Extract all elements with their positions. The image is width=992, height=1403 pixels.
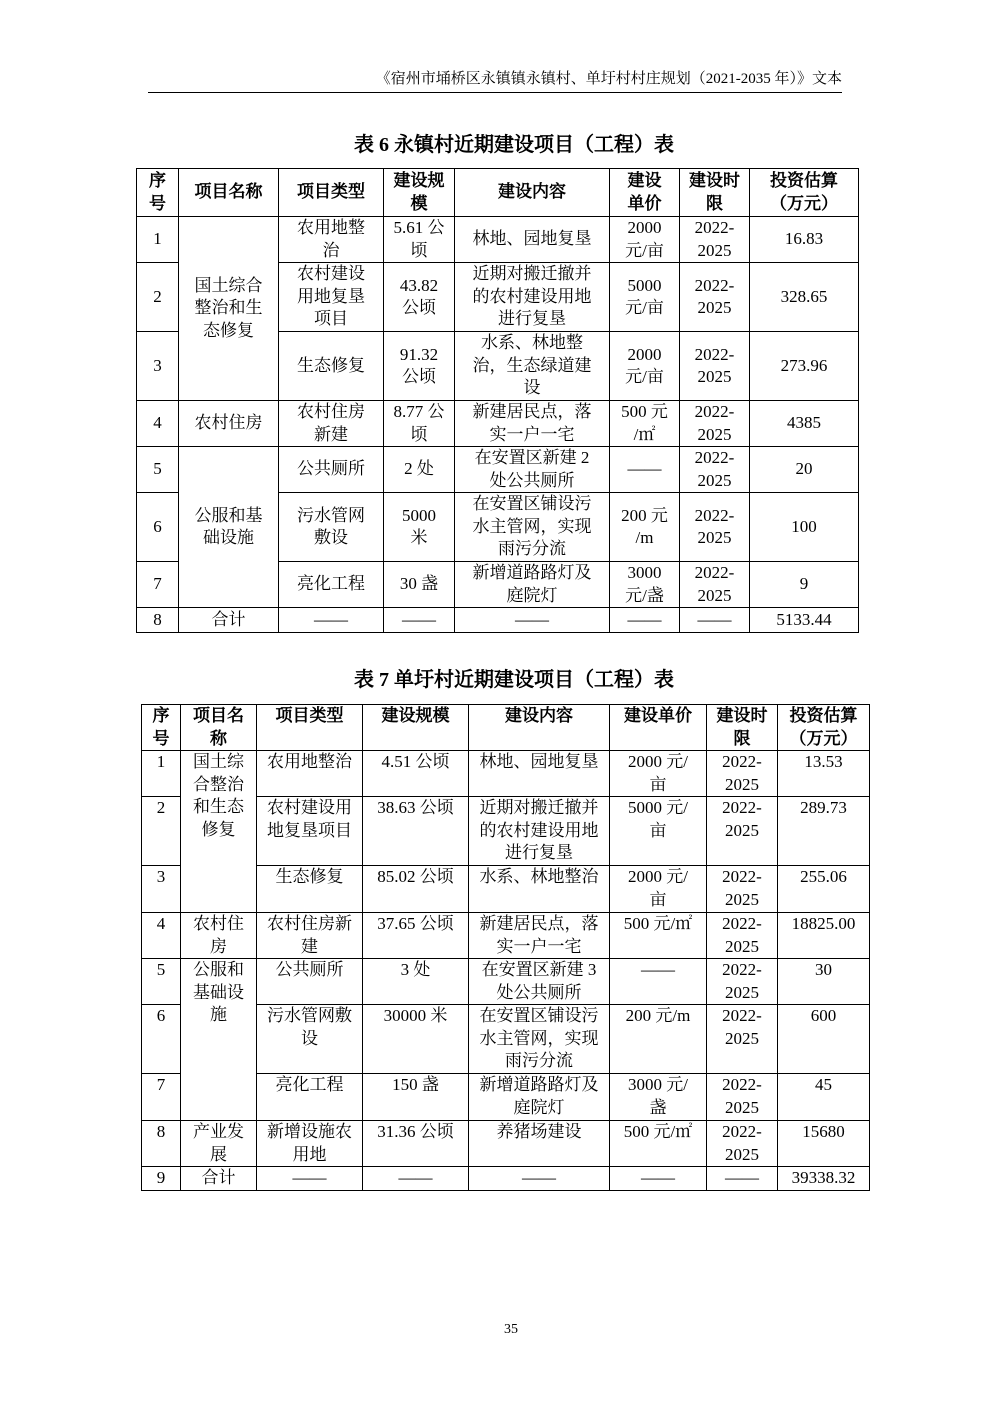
cell-investment: 9	[750, 562, 859, 608]
cell-no: 5	[142, 959, 181, 1005]
cell-unit-price: 5000 元/亩	[610, 263, 680, 332]
cell-unit-price: 2000 元/亩	[610, 332, 680, 401]
cell-no: 4	[137, 401, 179, 447]
cell-content: 在安置区新建 3 处公共厕所	[469, 959, 610, 1005]
cell-project-name: 农村住 房	[181, 913, 257, 959]
cell-period: 2022- 2025	[707, 797, 778, 866]
cell-content: 新增道路路灯及 庭院灯	[469, 1074, 610, 1121]
cell-content: 在安置区铺设污 水主管网，实现 雨污分流	[469, 1005, 610, 1074]
cell-scale: 5.61 公 顷	[384, 217, 455, 263]
cell-project-type: 污水管网敷 设	[257, 1005, 363, 1074]
cell-investment: 16.83	[750, 217, 859, 263]
cell-scale: ——	[384, 608, 455, 633]
cell-investment: 5133.44	[750, 608, 859, 633]
cell-project-type: 农用地整治	[257, 751, 363, 797]
cell-period: 2022- 2025	[707, 1074, 778, 1121]
table-row	[137, 447, 859, 493]
table-row	[142, 751, 870, 797]
cell-period: 2022- 2025	[707, 1121, 778, 1167]
cell-scale: ——	[363, 1167, 469, 1191]
header-no: 序 号	[137, 169, 179, 217]
cell-content: 在安置区铺设污 水主管网，实现 雨污分流	[455, 493, 610, 562]
cell-no: 2	[142, 797, 181, 866]
cell-scale: 8.77 公 顷	[384, 401, 455, 447]
cell-investment: 20	[750, 447, 859, 493]
cell-period: 2022- 2025	[680, 217, 750, 263]
cell-content: 在安置区新建 2 处公共厕所	[455, 447, 610, 493]
cell-scale: 85.02 公顷	[363, 866, 469, 913]
header-scale: 建设规 模	[384, 169, 455, 217]
cell-unit-price: 500 元 /㎡	[610, 401, 680, 447]
cell-unit-price: 5000 元/ 亩	[610, 797, 707, 866]
cell-project-type: 农村住房 新建	[279, 401, 384, 447]
header-period: 建设时 限	[680, 169, 750, 217]
cell-period: ——	[707, 1167, 778, 1191]
cell-no: 3	[142, 866, 181, 913]
cell-unit-price: 2000 元/亩	[610, 217, 680, 263]
table-header-row	[137, 169, 859, 217]
cell-no: 9	[142, 1167, 181, 1191]
cell-project-type: 污水管网 敷设	[279, 493, 384, 562]
header-project-type: 项目类型	[257, 705, 363, 751]
cell-investment: 4385	[750, 401, 859, 447]
table7-caption: 表 7 单圩村近期建设项目（工程）表	[354, 669, 674, 691]
cell-content: 近期对搬迁撤并 的农村建设用地 进行复垦	[455, 263, 610, 332]
cell-project-type: 农用地整 治	[279, 217, 384, 263]
cell-project-name: 农村住房	[179, 401, 279, 447]
cell-investment: 273.96	[750, 332, 859, 401]
cell-no: 4	[142, 913, 181, 959]
header-scale: 建设规模	[363, 705, 469, 751]
header-project-name: 项目名 称	[181, 705, 257, 751]
cell-scale: 38.63 公顷	[363, 797, 469, 866]
cell-unit-price: 2000 元/ 亩	[610, 751, 707, 797]
cell-investment: 18825.00	[778, 913, 870, 959]
cell-period: 2022- 2025	[680, 263, 750, 332]
table-row	[137, 401, 859, 447]
cell-content: 新建居民点，落 实一户一宅	[455, 401, 610, 447]
header-investment: 投资估算 （万元）	[750, 169, 859, 217]
cell-scale: 4.51 公顷	[363, 751, 469, 797]
cell-unit-price: 500 元/㎡	[610, 1121, 707, 1167]
cell-project-type: 亮化工程	[257, 1074, 363, 1121]
cell-period: 2022- 2025	[680, 447, 750, 493]
cell-no: 2	[137, 263, 179, 332]
cell-no: 5	[137, 447, 179, 493]
cell-project-type: 农村建设用 地复垦项目	[257, 797, 363, 866]
cell-scale: 5000 米	[384, 493, 455, 562]
cell-project-type: 生态修复	[257, 866, 363, 913]
cell-investment: 15680	[778, 1121, 870, 1167]
cell-project-type: 公共厕所	[279, 447, 384, 493]
cell-project-type: 亮化工程	[279, 562, 384, 608]
cell-content: ——	[455, 608, 610, 633]
cell-project-type: 公共厕所	[257, 959, 363, 1005]
cell-no: 1	[137, 217, 179, 263]
cell-no: 7	[137, 562, 179, 608]
cell-scale: 37.65 公顷	[363, 913, 469, 959]
table6	[136, 168, 859, 633]
header-rule	[148, 92, 842, 93]
cell-project-type: 农村建设 用地复垦 项目	[279, 263, 384, 332]
table-header-row	[142, 705, 870, 751]
cell-period: 2022- 2025	[680, 401, 750, 447]
header-project-name: 项目名称	[179, 169, 279, 217]
cell-unit-price: ——	[610, 447, 680, 493]
cell-unit-price: 3000 元/ 盏	[610, 1074, 707, 1121]
cell-project-name: 公服和 基础设 施	[181, 959, 257, 1121]
cell-project-type: 新增设施农 用地	[257, 1121, 363, 1167]
cell-investment: 39338.32	[778, 1167, 870, 1191]
cell-investment: 255.06	[778, 866, 870, 913]
cell-scale: 150 盏	[363, 1074, 469, 1121]
cell-no: 6	[137, 493, 179, 562]
table-row	[142, 1121, 870, 1167]
cell-scale: 2 处	[384, 447, 455, 493]
cell-scale: 91.32 公顷	[384, 332, 455, 401]
cell-period: 2022- 2025	[680, 562, 750, 608]
header-content: 建设内容	[455, 169, 610, 217]
cell-period: 2022- 2025	[707, 866, 778, 913]
table6-caption: 表 6 永镇村近期建设项目（工程）表	[354, 134, 674, 156]
cell-no: 8	[137, 608, 179, 633]
cell-project-name: 国土综合 整治和生 态修复	[179, 217, 279, 401]
cell-period: 2022- 2025	[707, 959, 778, 1005]
cell-scale: 31.36 公顷	[363, 1121, 469, 1167]
cell-no: 1	[142, 751, 181, 797]
cell-period: 2022- 2025	[707, 1005, 778, 1074]
cell-unit-price: ——	[610, 1167, 707, 1191]
cell-scale: 43.82 公顷	[384, 263, 455, 332]
table-row	[137, 217, 859, 263]
cell-project-name: 合计	[181, 1167, 257, 1191]
cell-period: ——	[680, 608, 750, 633]
cell-no: 8	[142, 1121, 181, 1167]
cell-content: 新建居民点，落 实一户一宅	[469, 913, 610, 959]
cell-content: ——	[469, 1167, 610, 1191]
cell-investment: 289.73	[778, 797, 870, 866]
running-header-title: 《宿州市埇桥区永镇镇永镇村、单圩村村庄规划（2021-2035 年）》文本	[375, 71, 842, 87]
table7	[141, 704, 870, 1191]
cell-project-name: 产业发 展	[181, 1121, 257, 1167]
header-unit-price: 建设单价	[610, 705, 707, 751]
cell-project-name: 公服和基 础设施	[179, 447, 279, 608]
cell-content: 新增道路路灯及 庭院灯	[455, 562, 610, 608]
cell-content: 林地、园地复垦	[469, 751, 610, 797]
cell-content: 水系、林地整治	[469, 866, 610, 913]
cell-investment: 30	[778, 959, 870, 1005]
cell-period: 2022- 2025	[680, 332, 750, 401]
table-total-row	[137, 608, 859, 633]
cell-unit-price: 200 元/m	[610, 1005, 707, 1074]
cell-period: 2022- 2025	[707, 913, 778, 959]
cell-project-type: ——	[279, 608, 384, 633]
cell-project-type: ——	[257, 1167, 363, 1191]
header-no: 序 号	[142, 705, 181, 751]
cell-scale: 30 盏	[384, 562, 455, 608]
cell-period: 2022- 2025	[680, 493, 750, 562]
cell-investment: 13.53	[778, 751, 870, 797]
table-row	[142, 959, 870, 1005]
cell-content: 养猪场建设	[469, 1121, 610, 1167]
cell-unit-price: ——	[610, 608, 680, 633]
cell-no: 7	[142, 1074, 181, 1121]
header-unit-price: 建设 单价	[610, 169, 680, 217]
cell-project-name: 合计	[179, 608, 279, 633]
table-total-row	[142, 1167, 870, 1191]
cell-investment: 45	[778, 1074, 870, 1121]
header-content: 建设内容	[469, 705, 610, 751]
cell-investment: 100	[750, 493, 859, 562]
cell-project-type: 生态修复	[279, 332, 384, 401]
cell-period: 2022- 2025	[707, 751, 778, 797]
header-period: 建设时 限	[707, 705, 778, 751]
cell-no: 6	[142, 1005, 181, 1074]
cell-investment: 328.65	[750, 263, 859, 332]
cell-content: 林地、园地复垦	[455, 217, 610, 263]
cell-unit-price: 3000 元/盏	[610, 562, 680, 608]
table-row	[142, 913, 870, 959]
cell-unit-price: 2000 元/ 亩	[610, 866, 707, 913]
cell-project-name: 国土综 合整治 和生态 修复	[181, 751, 257, 913]
cell-scale: 3 处	[363, 959, 469, 1005]
cell-investment: 600	[778, 1005, 870, 1074]
cell-unit-price: ——	[610, 959, 707, 1005]
header-project-type: 项目类型	[279, 169, 384, 217]
cell-no: 3	[137, 332, 179, 401]
cell-unit-price: 200 元 /m	[610, 493, 680, 562]
header-investment: 投资估算 （万元）	[778, 705, 870, 751]
page-number: 35	[504, 1322, 518, 1337]
cell-project-type: 农村住房新 建	[257, 913, 363, 959]
cell-content: 近期对搬迁撤并 的农村建设用地 进行复垦	[469, 797, 610, 866]
cell-unit-price: 500 元/㎡	[610, 913, 707, 959]
cell-content: 水系、林地整 治，生态绿道建 设	[455, 332, 610, 401]
cell-scale: 30000 米	[363, 1005, 469, 1074]
